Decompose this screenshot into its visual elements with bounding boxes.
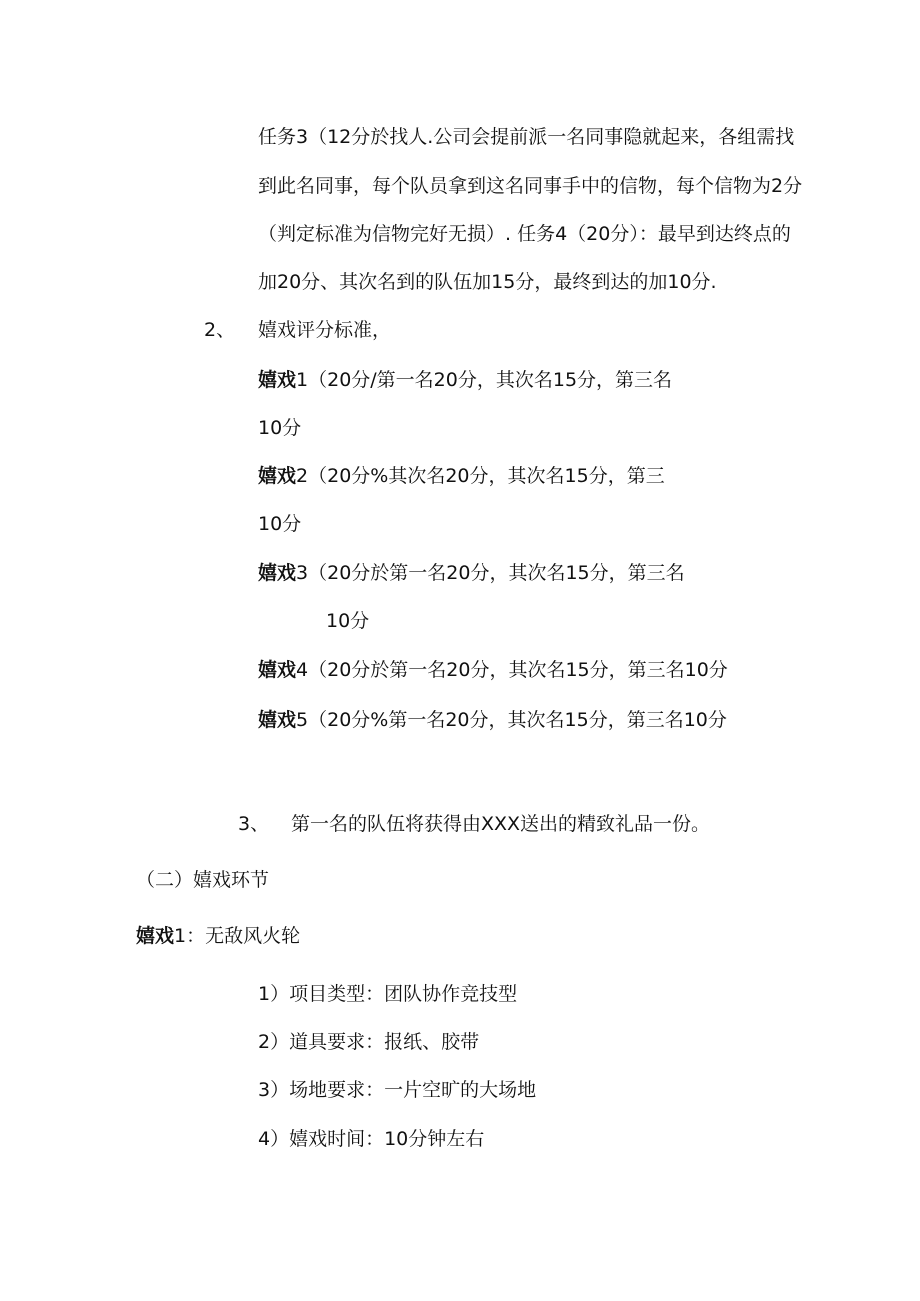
score-item-label: 嬉戏 bbox=[258, 709, 297, 731]
score-item-text: 4（20分於第一名20分，其次名15分，第三名10分 bbox=[296, 659, 728, 681]
game-detail-item-4: 4）嬉戏时间：10分钟左右 bbox=[258, 1128, 485, 1150]
score-item-label: 嬉戏 bbox=[258, 369, 297, 391]
game-detail-item-1: 1）项目类型：团队协作竞技型 bbox=[258, 983, 518, 1005]
game-1-heading bbox=[136, 924, 300, 948]
score-item-label: 嬉戏 bbox=[258, 562, 297, 584]
score-item-5 bbox=[258, 708, 727, 732]
section-2-title: 嬉戏评分标准， bbox=[258, 319, 392, 341]
score-item-1-continuation: 10分 bbox=[258, 417, 302, 439]
score-item-3-continuation: 10分 bbox=[326, 610, 370, 632]
score-item-4 bbox=[258, 658, 728, 682]
game-detail-item-2: 2）道具要求：报纸、胶带 bbox=[258, 1031, 480, 1053]
score-item-label: 嬉戏 bbox=[258, 659, 297, 681]
score-item-2 bbox=[258, 464, 665, 488]
section-2-number: 2、 bbox=[204, 319, 236, 341]
game-detail-item-3: 3）场地要求：一片空旷的大场地 bbox=[258, 1079, 537, 1101]
game-title: 1：无敌风火轮 bbox=[174, 925, 301, 947]
task-paragraph-line-1: 任务3（12分於找人.公司会提前派一名同事隐就起来，各组需找 bbox=[258, 126, 795, 148]
score-item-3 bbox=[258, 561, 685, 585]
score-item-1 bbox=[258, 368, 672, 392]
score-item-text: 3（20分於第一名20分，其次名15分，第三名 bbox=[296, 562, 685, 584]
section-3-text: 第一名的队伍将获得由XXX送出的精致礼品一份。 bbox=[291, 813, 711, 835]
task-paragraph-line-2: 到此名同事，每个队员拿到这名同事手中的信物，每个信物为2分 bbox=[258, 175, 803, 197]
part-2-heading: （二）嬉戏环节 bbox=[136, 869, 270, 891]
section-3-number: 3、 bbox=[238, 813, 270, 835]
score-item-label: 嬉戏 bbox=[258, 465, 297, 487]
score-item-text: 2（20分%其次名20分，其次名15分，第三 bbox=[296, 465, 665, 487]
score-item-text: 1（20分/第一名20分，其次名15分，第三名 bbox=[296, 369, 673, 391]
task-paragraph-line-3: （判定标准为信物完好无损）. 任务4（20分）：最早到达终点的 bbox=[258, 223, 791, 245]
game-label: 嬉戏 bbox=[136, 925, 175, 947]
score-item-text: 5（20分%第一名20分，其次名15分，第三名10分 bbox=[296, 709, 727, 731]
task-paragraph-line-4: 加20分、其次名到的队伍加15分，最终到达的加10分. bbox=[258, 271, 717, 293]
score-item-2-continuation: 10分 bbox=[258, 513, 302, 535]
